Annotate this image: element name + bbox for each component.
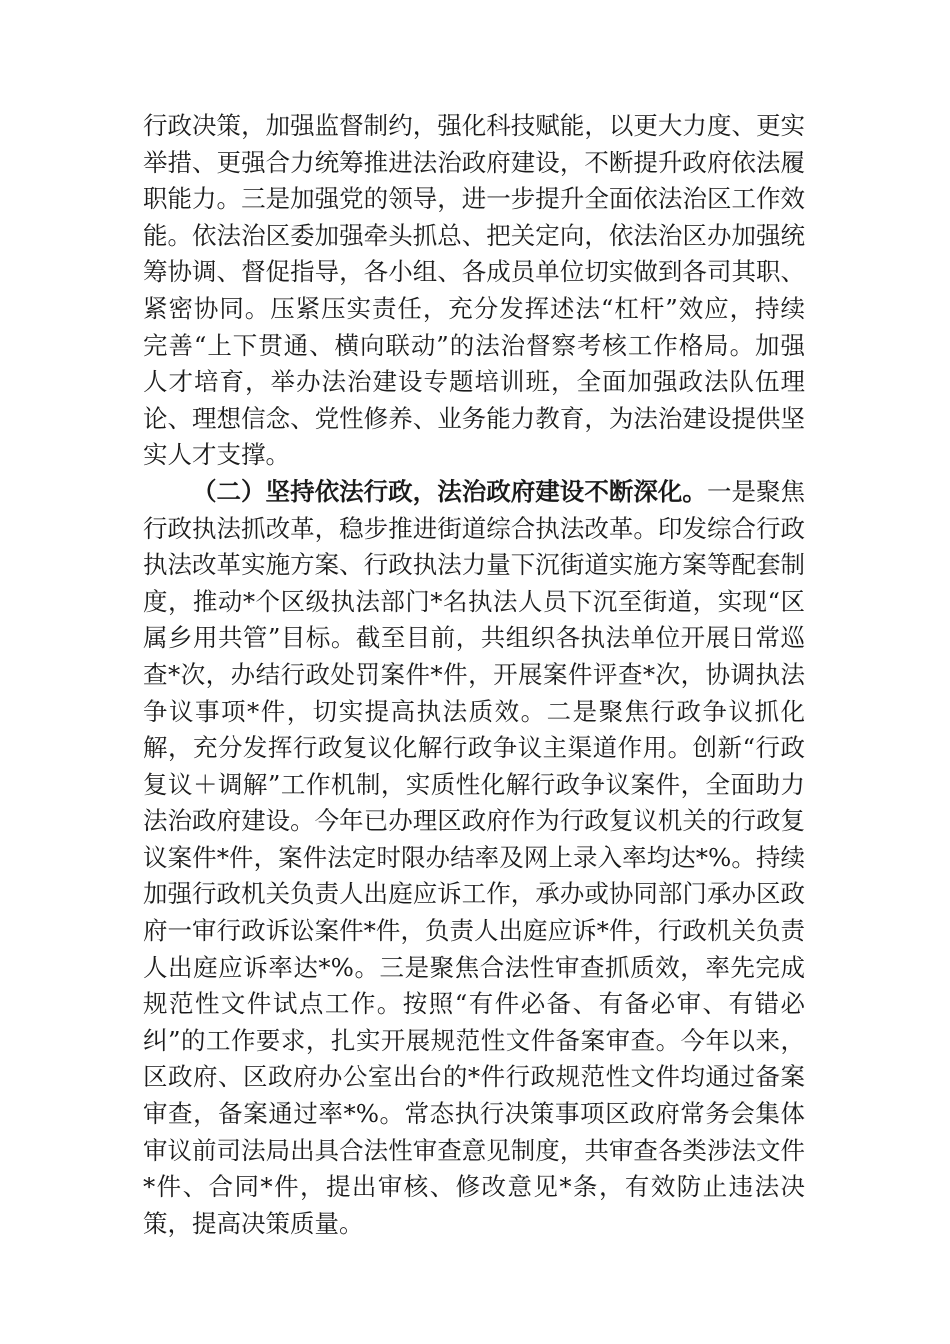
section-heading: （二）坚持依法行政，法治政府建设不断深化。 <box>192 476 707 506</box>
section-body: 一是聚焦行政执法抓改革，稳步推进街道综合执法改革。印发综合行政执法改革实施方案、行政执法力量下沉街道实施方案等配套制度，推动*个区级执法部门*名执法人员下沉至街道，实现“区属乡用共管”目标。截至目前，共组织各执法单位开展日常巡查*次，办结行政处罚案件*件，开展案件评查*次，协调执法争议事项*件，切实提高执法质效。二是聚焦行政争议抓化解，充分发挥行政复议化解行政争议主渠道作用。创新“行政复议＋调解”工作机制，实质性化解行政争议案件，全面助力法治政府建设。今年已办理区政府作为行政复议机关的行政复议案件*件，案件法定时限办结率及网上录入率均达*%。持续加强行政机关负责人出庭应诉工作，承办或协同部门承办区政府一审行政诉讼案件*件，负责人出庭应诉*件，行政机关负责人出庭应诉率达*%。三是聚焦合法性审查抓质效，率先完成规范性文件试点工作。按照“有件必备、有备必审、有错必纠”的工作要求，扎实开展规范性文件备案审查。今年以来，区政府、区政府办公室出台的*件行政规范性文件均通过备案审查，备案通过率*%。常态执行决策事项区政府常务会集体审议前司法局出具合法性审查意见制度，共审查各类涉法文件*件、合同*件，提出审核、修改意见*条，有效防止违法决策，提高决策质量。 <box>143 476 805 1238</box>
document-page <box>143 108 805 1242</box>
paragraph-continued: 行政决策，加强监督制约，强化科技赋能，以更大力度、更实举措、更强合力统筹推进法治政府建设，不断提升政府依法履职能力。三是加强党的领导，进一步提升全面依法治区工作效能。依法治区委加强牵头抓总、把关定向，依法治区办加强统筹协调、督促指导，各小组、各成员单位切实做到各司其职、紧密协同。压紧压实责任，充分发挥述法“杠杆”效应，持续完善“上下贯通、横向联动”的法治督察考核工作格局。加强人才培育，举办法治建设专题培训班，全面加强政法队伍理论、理想信念、党性修养、业务能力教育，为法治建设提供坚实人才支撑。 <box>143 111 805 470</box>
paragraph-section-two <box>143 474 805 1242</box>
